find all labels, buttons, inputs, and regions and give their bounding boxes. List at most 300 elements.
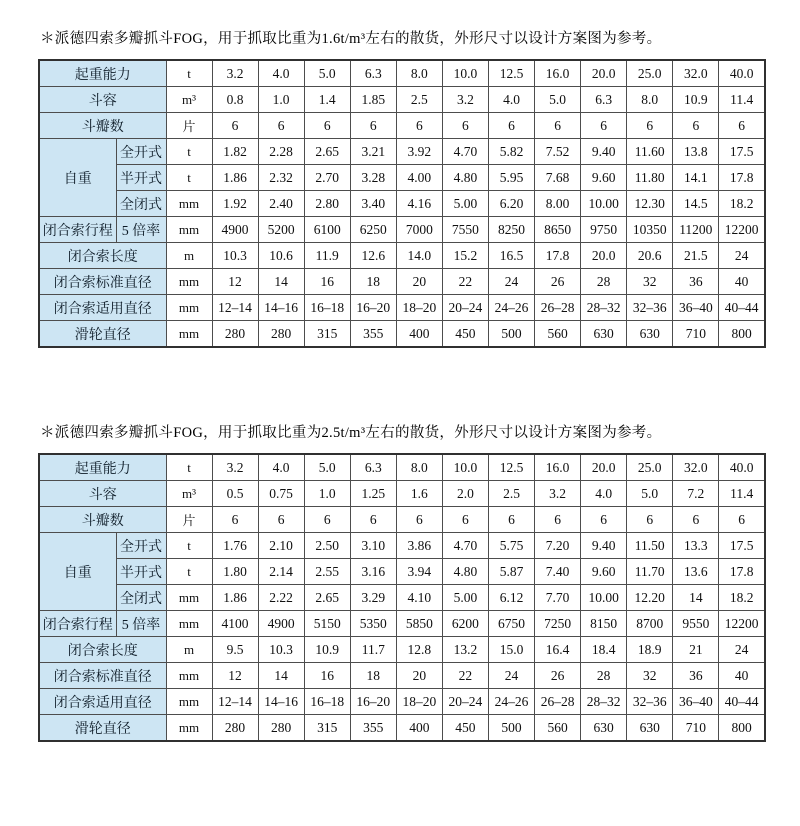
row-sublabel-cell: 全开式	[116, 533, 166, 559]
table-row	[39, 191, 765, 217]
value-cell: 40–44	[719, 689, 765, 715]
value-cell: 3.21	[350, 139, 396, 165]
value-cell: 2.65	[304, 585, 350, 611]
value-cell: 14.0	[396, 243, 442, 269]
unit-cell: mm	[166, 321, 212, 348]
table-row	[39, 243, 765, 269]
value-cell: 500	[488, 321, 534, 348]
table-row	[39, 113, 765, 139]
value-cell: 12200	[719, 217, 765, 243]
row-label-cell: 滑轮直径	[39, 715, 166, 742]
value-cell: 2.5	[488, 481, 534, 507]
value-cell: 11.60	[627, 139, 673, 165]
value-cell: 4.10	[396, 585, 442, 611]
value-cell: 6	[304, 507, 350, 533]
value-cell: 5.0	[304, 60, 350, 87]
value-cell: 16.5	[488, 243, 534, 269]
value-cell: 6	[442, 507, 488, 533]
value-cell: 6	[719, 113, 765, 139]
value-cell: 2.65	[304, 139, 350, 165]
value-cell: 13.6	[673, 559, 719, 585]
value-cell: 8150	[581, 611, 627, 637]
value-cell: 315	[304, 715, 350, 742]
value-cell: 6	[258, 507, 304, 533]
row-label-cell: 闭合索长度	[39, 637, 166, 663]
table-row	[39, 611, 765, 637]
spec-table-grab-2.5	[38, 453, 766, 742]
row-sublabel-cell: 半开式	[116, 165, 166, 191]
unit-cell: mm	[166, 191, 212, 217]
row-label-cell: 闭合索标准直径	[39, 269, 166, 295]
value-cell: 3.10	[350, 533, 396, 559]
value-cell: 4900	[212, 217, 258, 243]
value-cell: 4900	[258, 611, 304, 637]
value-cell: 22	[442, 663, 488, 689]
table-row	[39, 663, 765, 689]
value-cell: 32	[627, 269, 673, 295]
value-cell: 11.9	[304, 243, 350, 269]
value-cell: 7000	[396, 217, 442, 243]
value-cell: 11.50	[627, 533, 673, 559]
value-cell: 20.0	[581, 454, 627, 481]
value-cell: 3.40	[350, 191, 396, 217]
value-cell: 7550	[442, 217, 488, 243]
value-cell: 4.0	[258, 454, 304, 481]
value-cell: 10.00	[581, 585, 627, 611]
row-sublabel-cell: 5 倍率	[116, 611, 166, 637]
row-label-cell: 闭合索行程	[39, 217, 116, 243]
value-cell: 7.2	[673, 481, 719, 507]
table-row	[39, 507, 765, 533]
value-cell: 4100	[212, 611, 258, 637]
value-cell: 9.60	[581, 165, 627, 191]
row-label-cell: 闭合索适用直径	[39, 689, 166, 715]
row-label-cell: 自重	[39, 139, 116, 217]
value-cell: 8.0	[396, 454, 442, 481]
value-cell: 5.00	[442, 191, 488, 217]
value-cell: 280	[212, 715, 258, 742]
value-cell: 1.86	[212, 165, 258, 191]
value-cell: 6.3	[350, 60, 396, 87]
value-cell: 17.8	[719, 559, 765, 585]
row-sublabel-cell: 全闭式	[116, 191, 166, 217]
value-cell: 8650	[535, 217, 581, 243]
value-cell: 0.75	[258, 481, 304, 507]
value-cell: 1.76	[212, 533, 258, 559]
value-cell: 2.0	[442, 481, 488, 507]
value-cell: 9.60	[581, 559, 627, 585]
value-cell: 26–28	[535, 689, 581, 715]
value-cell: 12	[212, 663, 258, 689]
value-cell: 11.80	[627, 165, 673, 191]
value-cell: 24	[719, 637, 765, 663]
row-label-cell: 斗瓣数	[39, 113, 166, 139]
value-cell: 6200	[442, 611, 488, 637]
unit-cell: 片	[166, 507, 212, 533]
value-cell: 6	[488, 507, 534, 533]
table-row	[39, 637, 765, 663]
value-cell: 40.0	[719, 454, 765, 481]
value-cell: 13.3	[673, 533, 719, 559]
value-cell: 6	[212, 113, 258, 139]
value-cell: 21	[673, 637, 719, 663]
value-cell: 2.14	[258, 559, 304, 585]
value-cell: 12.8	[396, 637, 442, 663]
unit-cell: mm	[166, 295, 212, 321]
value-cell: 6750	[488, 611, 534, 637]
value-cell: 8.00	[535, 191, 581, 217]
row-label-cell: 闭合索适用直径	[39, 295, 166, 321]
value-cell: 12.6	[350, 243, 396, 269]
table-row	[39, 165, 765, 191]
value-cell: 6.3	[350, 454, 396, 481]
value-cell: 4.0	[258, 60, 304, 87]
value-cell: 560	[535, 715, 581, 742]
value-cell: 3.2	[535, 481, 581, 507]
value-cell: 500	[488, 715, 534, 742]
value-cell: 6	[258, 113, 304, 139]
value-cell: 280	[258, 321, 304, 348]
unit-cell: mm	[166, 715, 212, 742]
table-row	[39, 60, 765, 87]
row-label-cell: 闭合索长度	[39, 243, 166, 269]
value-cell: 3.92	[396, 139, 442, 165]
value-cell: 1.25	[350, 481, 396, 507]
value-cell: 9550	[673, 611, 719, 637]
value-cell: 14	[673, 585, 719, 611]
value-cell: 40.0	[719, 60, 765, 87]
value-cell: 450	[442, 715, 488, 742]
value-cell: 6	[627, 113, 673, 139]
value-cell: 32.0	[673, 60, 719, 87]
value-cell: 12–14	[212, 689, 258, 715]
value-cell: 5350	[350, 611, 396, 637]
unit-cell: t	[166, 165, 212, 191]
value-cell: 9.40	[581, 533, 627, 559]
value-cell: 22	[442, 269, 488, 295]
value-cell: 2.40	[258, 191, 304, 217]
value-cell: 6.12	[488, 585, 534, 611]
value-cell: 800	[719, 321, 765, 348]
table-row	[39, 481, 765, 507]
row-label-cell: 闭合索标准直径	[39, 663, 166, 689]
value-cell: 6	[535, 507, 581, 533]
value-cell: 6.3	[581, 87, 627, 113]
value-cell: 1.4	[304, 87, 350, 113]
value-cell: 630	[627, 715, 673, 742]
value-cell: 6	[488, 113, 534, 139]
value-cell: 630	[581, 321, 627, 348]
value-cell: 1.82	[212, 139, 258, 165]
value-cell: 16–18	[304, 689, 350, 715]
value-cell: 3.94	[396, 559, 442, 585]
value-cell: 5150	[304, 611, 350, 637]
value-cell: 11.70	[627, 559, 673, 585]
value-cell: 16–20	[350, 295, 396, 321]
unit-cell: t	[166, 60, 212, 87]
row-label-cell: 起重能力	[39, 454, 166, 481]
value-cell: 2.50	[304, 533, 350, 559]
value-cell: 6	[350, 113, 396, 139]
value-cell: 1.86	[212, 585, 258, 611]
value-cell: 450	[442, 321, 488, 348]
value-cell: 1.0	[304, 481, 350, 507]
value-cell: 6	[350, 507, 396, 533]
value-cell: 5.0	[627, 481, 673, 507]
table-row	[39, 217, 765, 243]
value-cell: 6	[673, 113, 719, 139]
table-row	[39, 269, 765, 295]
value-cell: 17.5	[719, 139, 765, 165]
value-cell: 0.5	[212, 481, 258, 507]
value-cell: 12.5	[488, 454, 534, 481]
value-cell: 5.0	[535, 87, 581, 113]
value-cell: 10.0	[442, 60, 488, 87]
value-cell: 24	[719, 243, 765, 269]
value-cell: 3.29	[350, 585, 396, 611]
value-cell: 12	[212, 269, 258, 295]
value-cell: 7250	[535, 611, 581, 637]
value-cell: 3.2	[212, 60, 258, 87]
value-cell: 5.95	[488, 165, 534, 191]
value-cell: 7.68	[535, 165, 581, 191]
value-cell: 7.70	[535, 585, 581, 611]
value-cell: 18.2	[719, 585, 765, 611]
value-cell: 11.4	[719, 87, 765, 113]
table-row	[39, 689, 765, 715]
table-row	[39, 454, 765, 481]
table-row	[39, 295, 765, 321]
unit-cell: t	[166, 533, 212, 559]
value-cell: 7.20	[535, 533, 581, 559]
value-cell: 10.3	[258, 637, 304, 663]
value-cell: 1.0	[258, 87, 304, 113]
value-cell: 10.3	[212, 243, 258, 269]
value-cell: 12.20	[627, 585, 673, 611]
value-cell: 6	[581, 507, 627, 533]
value-cell: 36–40	[673, 295, 719, 321]
table-row	[39, 715, 765, 742]
value-cell: 40–44	[719, 295, 765, 321]
value-cell: 25.0	[627, 454, 673, 481]
value-cell: 17.5	[719, 533, 765, 559]
value-cell: 18.2	[719, 191, 765, 217]
value-cell: 7.52	[535, 139, 581, 165]
value-cell: 11.7	[350, 637, 396, 663]
value-cell: 26	[535, 663, 581, 689]
value-cell: 3.2	[212, 454, 258, 481]
value-cell: 20	[396, 663, 442, 689]
value-cell: 6	[212, 507, 258, 533]
value-cell: 24	[488, 663, 534, 689]
value-cell: 18	[350, 663, 396, 689]
value-cell: 20	[396, 269, 442, 295]
value-cell: 4.0	[581, 481, 627, 507]
value-cell: 8250	[488, 217, 534, 243]
value-cell: 1.85	[350, 87, 396, 113]
value-cell: 18.4	[581, 637, 627, 663]
value-cell: 5.0	[304, 454, 350, 481]
value-cell: 16.4	[535, 637, 581, 663]
value-cell: 11200	[673, 217, 719, 243]
value-cell: 5850	[396, 611, 442, 637]
value-cell: 32–36	[627, 295, 673, 321]
value-cell: 14.5	[673, 191, 719, 217]
unit-cell: t	[166, 139, 212, 165]
unit-cell: m	[166, 243, 212, 269]
row-label-cell: 斗容	[39, 87, 166, 113]
value-cell: 20.0	[581, 243, 627, 269]
unit-cell: t	[166, 559, 212, 585]
table-row	[39, 585, 765, 611]
value-cell: 315	[304, 321, 350, 348]
value-cell: 1.80	[212, 559, 258, 585]
value-cell: 36–40	[673, 689, 719, 715]
value-cell: 20.6	[627, 243, 673, 269]
value-cell: 11.4	[719, 481, 765, 507]
value-cell: 6	[673, 507, 719, 533]
value-cell: 14.1	[673, 165, 719, 191]
value-cell: 12.30	[627, 191, 673, 217]
value-cell: 28	[581, 663, 627, 689]
unit-cell: 片	[166, 113, 212, 139]
value-cell: 32	[627, 663, 673, 689]
value-cell: 1.6	[396, 481, 442, 507]
value-cell: 9.40	[581, 139, 627, 165]
value-cell: 24	[488, 269, 534, 295]
value-cell: 12200	[719, 611, 765, 637]
row-label-cell: 滑轮直径	[39, 321, 166, 348]
value-cell: 16	[304, 663, 350, 689]
row-sublabel-cell: 全闭式	[116, 585, 166, 611]
value-cell: 2.80	[304, 191, 350, 217]
value-cell: 14–16	[258, 295, 304, 321]
value-cell: 10.0	[442, 454, 488, 481]
value-cell: 280	[212, 321, 258, 348]
value-cell: 36	[673, 269, 719, 295]
value-cell: 18–20	[396, 295, 442, 321]
unit-cell: m³	[166, 87, 212, 113]
table-row	[39, 139, 765, 165]
value-cell: 26	[535, 269, 581, 295]
value-cell: 6	[581, 113, 627, 139]
value-cell: 16	[304, 269, 350, 295]
value-cell: 18	[350, 269, 396, 295]
value-cell: 7.40	[535, 559, 581, 585]
unit-cell: mm	[166, 611, 212, 637]
value-cell: 6100	[304, 217, 350, 243]
row-sublabel-cell: 全开式	[116, 139, 166, 165]
value-cell: 28–32	[581, 295, 627, 321]
value-cell: 36	[673, 663, 719, 689]
value-cell: 12.5	[488, 60, 534, 87]
value-cell: 10.9	[304, 637, 350, 663]
value-cell: 6	[442, 113, 488, 139]
value-cell: 400	[396, 321, 442, 348]
value-cell: 13.2	[442, 637, 488, 663]
unit-cell: mm	[166, 585, 212, 611]
value-cell: 21.5	[673, 243, 719, 269]
value-cell: 16.0	[535, 454, 581, 481]
spec-table-grab-1.6	[38, 59, 766, 348]
unit-cell: m	[166, 637, 212, 663]
value-cell: 2.22	[258, 585, 304, 611]
value-cell: 18–20	[396, 689, 442, 715]
unit-cell: mm	[166, 663, 212, 689]
value-cell: 14	[258, 269, 304, 295]
value-cell: 6250	[350, 217, 396, 243]
value-cell: 4.0	[488, 87, 534, 113]
value-cell: 2.55	[304, 559, 350, 585]
row-label-cell: 斗容	[39, 481, 166, 507]
value-cell: 4.80	[442, 559, 488, 585]
unit-cell: m³	[166, 481, 212, 507]
value-cell: 5.75	[488, 533, 534, 559]
value-cell: 2.32	[258, 165, 304, 191]
value-cell: 6	[535, 113, 581, 139]
value-cell: 10.9	[673, 87, 719, 113]
value-cell: 25.0	[627, 60, 673, 87]
value-cell: 4.70	[442, 533, 488, 559]
value-cell: 32.0	[673, 454, 719, 481]
value-cell: 17.8	[535, 243, 581, 269]
value-cell: 28	[581, 269, 627, 295]
table-row	[39, 87, 765, 113]
value-cell: 4.70	[442, 139, 488, 165]
unit-cell: mm	[166, 689, 212, 715]
value-cell: 3.16	[350, 559, 396, 585]
value-cell: 6	[396, 113, 442, 139]
row-label-cell: 闭合索行程	[39, 611, 116, 637]
value-cell: 6	[719, 507, 765, 533]
table-caption-2: ＊派德四索多瓣抓斗FOG，用于抓取比重为2.5t/m³左右的散货，外形尺寸以设计方案图为参考。	[40, 425, 662, 441]
table-row	[39, 559, 765, 585]
value-cell: 630	[627, 321, 673, 348]
value-cell: 1.92	[212, 191, 258, 217]
value-cell: 355	[350, 321, 396, 348]
value-cell: 32–36	[627, 689, 673, 715]
value-cell: 16–18	[304, 295, 350, 321]
table-caption-1: ＊派德四索多瓣抓斗FOG，用于抓取比重为1.6t/m³左右的散货，外形尺寸以设计方案图为参考。	[40, 31, 662, 47]
value-cell: 710	[673, 715, 719, 742]
value-cell: 10.6	[258, 243, 304, 269]
value-cell: 24–26	[488, 295, 534, 321]
value-cell: 2.70	[304, 165, 350, 191]
value-cell: 26–28	[535, 295, 581, 321]
value-cell: 15.0	[488, 637, 534, 663]
value-cell: 40	[719, 269, 765, 295]
value-cell: 630	[581, 715, 627, 742]
value-cell: 16–20	[350, 689, 396, 715]
row-label-cell: 自重	[39, 533, 116, 611]
value-cell: 10350	[627, 217, 673, 243]
value-cell: 2.5	[396, 87, 442, 113]
value-cell: 6	[627, 507, 673, 533]
value-cell: 14–16	[258, 689, 304, 715]
table-row	[39, 321, 765, 348]
value-cell: 710	[673, 321, 719, 348]
table-row	[39, 533, 765, 559]
value-cell: 4.80	[442, 165, 488, 191]
value-cell: 2.10	[258, 533, 304, 559]
value-cell: 12–14	[212, 295, 258, 321]
value-cell: 4.00	[396, 165, 442, 191]
value-cell: 5.00	[442, 585, 488, 611]
unit-cell: t	[166, 454, 212, 481]
value-cell: 3.2	[442, 87, 488, 113]
value-cell: 6.20	[488, 191, 534, 217]
value-cell: 13.8	[673, 139, 719, 165]
